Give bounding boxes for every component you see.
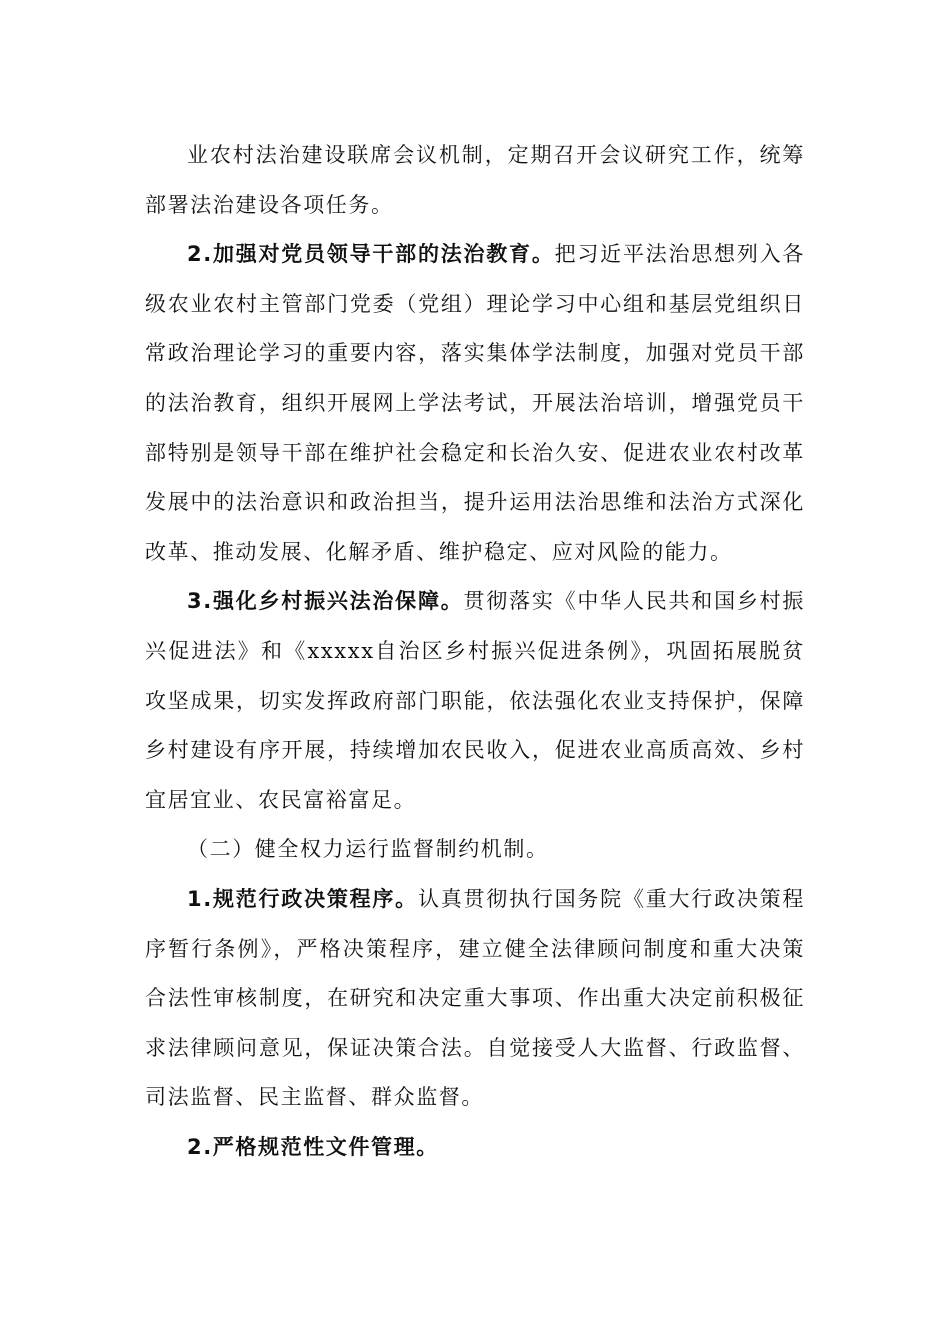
paragraph-heading: 2.加强对党员领导干部的法治教育。 <box>187 242 555 267</box>
paragraph-decision-procedure <box>145 875 805 1123</box>
paragraph-normative-documents <box>145 1123 805 1173</box>
paragraph-heading: 3.强化乡村振兴法治保障。 <box>187 589 464 614</box>
paragraph-continued <box>145 131 805 230</box>
paragraph-party-cadre-education <box>145 230 805 577</box>
paragraph-body: 把习近平法治思想列入各级农业农村主管部门党委（党组）理论学习中心组和基层党组织日常政治理论学习的重要内容，落实集体学法制度，加强对党员干部的法治教育，组织开展网上学法考试，开展法治培训，增强党员干部特别是领导干部在维护社会稳定和长治久安、促进农业农村改革发展中的法治意识和政治担当，提升运用法治思维和法治方式深化改革、推动发展、化解矛盾、维护稳定、应对风险的能力。 <box>145 242 805 564</box>
paragraph-rural-revitalization <box>145 577 805 825</box>
document-page <box>145 131 805 1172</box>
paragraph-body: 贯彻落实《中华人民共和国乡村振兴促进法》和《xxxxx自治区乡村振兴促进条例》，巩固拓展脱贫攻坚成果，切实发挥政府部门职能，依法强化农业支持保护，保障乡村建设有序开展，持续增加农民收入，促进农业高质高效、乡村宜居宜业、农民富裕富足。 <box>145 589 805 812</box>
paragraph-heading: 1.规范行政决策程序。 <box>187 886 418 911</box>
section-heading <box>145 825 805 875</box>
paragraph-body: 业农村法治建设联席会议机制，定期召开会议研究工作，统筹部署法治建设各项任务。 <box>145 143 805 217</box>
section-heading-text: （二）健全权力运行监督制约机制。 <box>187 837 549 862</box>
paragraph-heading: 2.严格规范性文件管理。 <box>187 1134 439 1159</box>
paragraph-body: 认真贯彻执行国务院《重大行政决策程序暂行条例》，严格决策程序，建立健全法律顾问制度和重大决策合法性审核制度，在研究和决定重大事项、作出重大决定前积极征求法律顾问意见，保证决策合法。自觉接受人大监督、行政监督、司法监督、民主监督、群众监督。 <box>145 886 805 1110</box>
